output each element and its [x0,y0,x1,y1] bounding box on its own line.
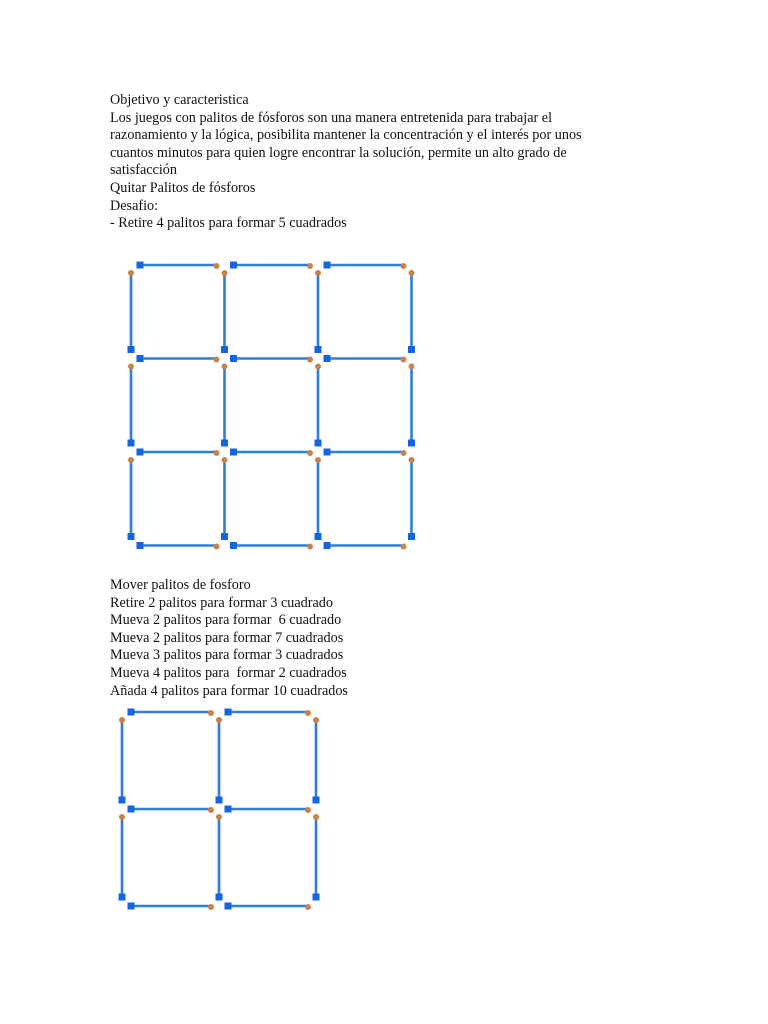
match-tail [128,709,135,716]
remove-matches-subheading: Quitar Palitos de fósforos [110,179,256,196]
intro-paragraph-line-1: Los juegos con palitos de fósforos son una manera entretenida para trabajar el [110,109,553,126]
puzzle-item: Añada 4 palitos para formar 10 cuadrados [110,682,348,699]
match-tail [128,806,135,813]
match-head [313,814,319,820]
puzzle-item: Mueva 2 palitos para formar 7 cuadrados [110,629,344,646]
move-matches-heading: Mover palitos de fosforo [110,577,251,593]
match-head [305,807,311,813]
challenge-item: - Retire 4 palitos para formar 5 cuadrados [110,215,347,232]
match-head [305,904,311,910]
match-tail [216,797,223,804]
match-head [119,717,125,723]
objective-heading: Objetivo y caracteristica [110,92,249,108]
match-tail [313,894,320,901]
match-tail [225,806,232,813]
match-tail [119,894,126,901]
match-head [216,814,222,820]
match-head [208,710,214,716]
intro-paragraph-line-4: satisfacción [110,162,177,179]
puzzle-item: Mueva 3 palitos para formar 3 cuadrados [110,647,344,664]
match-tail [313,797,320,804]
match-head [119,814,125,820]
match-tail [225,709,232,716]
puzzle-item: Mueva 2 palitos para formar 6 cuadrado [110,612,342,629]
match-tail [119,797,126,804]
challenge-label: Desafio: [110,197,159,214]
match-tail [216,894,223,901]
puzzle-item: Retire 2 palitos para formar 3 cuadrado [110,594,333,611]
intro-paragraph-line-2: razonamiento y la lógica, posibilita mantener la concentración y el interés por unos [110,127,582,144]
intro-paragraph-line-3: cuantos minutos para quien logre encontrar la solución, permite un alto grado de [110,144,567,161]
match-head [208,807,214,813]
match-tail [128,903,135,910]
match-head [305,710,311,716]
match-head [313,717,319,723]
match-tail [225,903,232,910]
match-head [216,717,222,723]
match-head [208,904,214,910]
puzzle-item: Mueva 4 palitos para formar 2 cuadrados [110,664,347,681]
